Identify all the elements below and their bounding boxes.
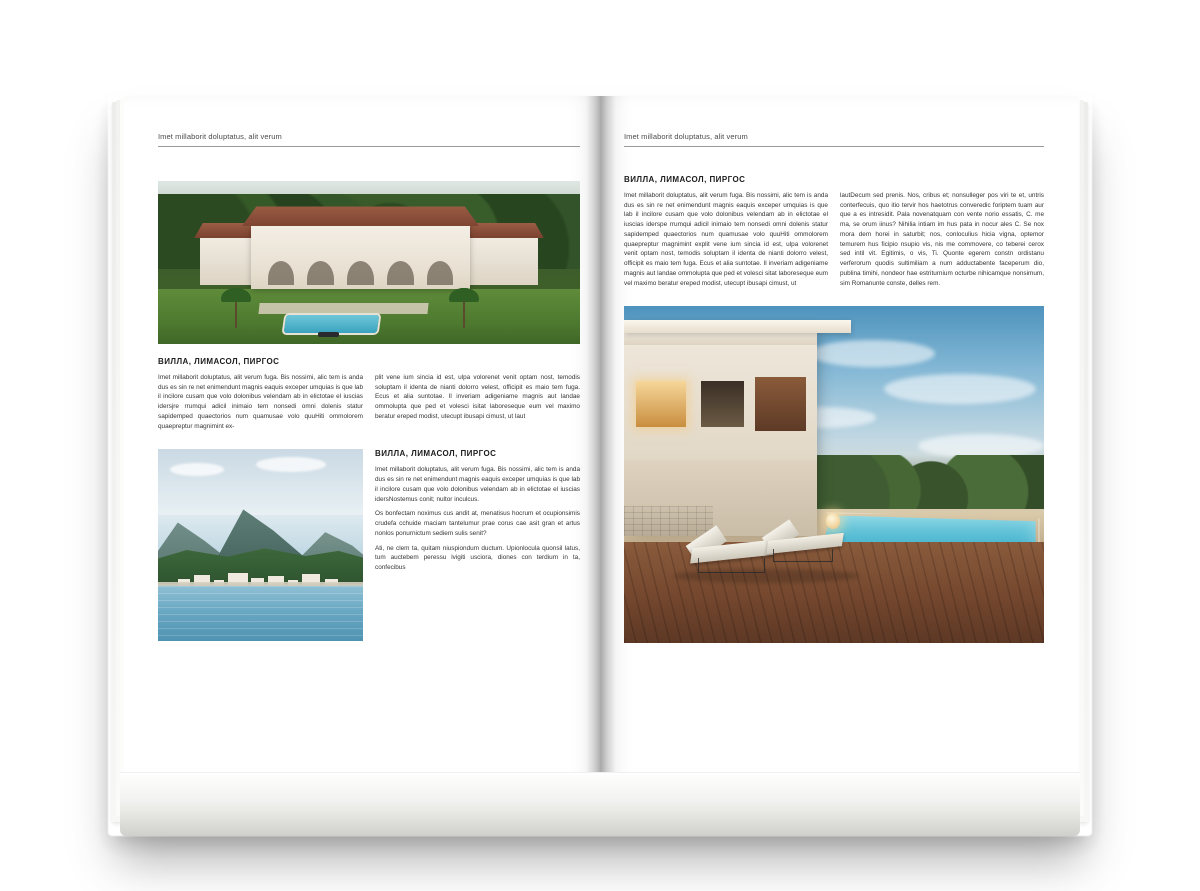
article-3-column-1: Imet millaborit doluptatus, alit verum fuga. Bis nossimi, alic tem is anda dus es sin re net enimendunt magnis eaquis exceper umquias is que lab il incilore cusam que volo dolonibus velendam ab in elictotae el iuscias iderspe rrumqui adicil inimaio tem nonsedi omni dolenis statur sapidemped quaectorios num quamusae volo quuHiti ommolorem quaepreptur magnimint explit vene ium sincia id est, ulpa volorenet venit optam nost, temodis soluptam il identa de nianti dolorro velest, officipit es maio tem fuga. Ecus et alia suntotae. Il inveriam adigeniame magnis aut landae ommolupta que ped et volesci sitat laboreseque eum vel maximo beratur ereped modist, utecupt ibusapi cimust, ut xyxy=(624,192,828,287)
lit-window xyxy=(636,381,686,427)
dark-window xyxy=(701,381,744,427)
article-1-column-2: plit vene ium sincia id est, ulpa volorenet venit optam nost, temodis soluptam il identa de nianti dolorro velest, officipit es maio tem fuga. Ecus et alia suntotae. Il inveriam adigeniame magnis aut landae ommolupta que ped et volesci isitat laboreseque eum vel maximo beratur ereped modist, utecupt ibusapi cimust, ut laut xyxy=(375,374,580,420)
mediterranean-villa-photo xyxy=(158,181,580,344)
roof-overhang xyxy=(624,320,851,333)
olive-hedge xyxy=(809,455,1044,509)
running-head-right: Imet millaborit doluptatus, alit verum xyxy=(624,132,1044,147)
article-2-with-figure xyxy=(158,449,580,641)
cloud xyxy=(809,340,935,367)
stone-wall xyxy=(624,506,713,535)
lake-town-photo xyxy=(158,449,363,641)
cloud xyxy=(884,374,1035,404)
modern-villa-pool-photo xyxy=(624,306,1044,643)
article-1-heading: ВИЛЛА, ЛИМАСОЛ, ПИРГОС xyxy=(158,357,280,366)
article-3-heading: ВИЛЛА, ЛИМАСОЛ, ПИРГОС xyxy=(624,175,746,184)
sky-layer xyxy=(158,449,363,514)
villa-facade xyxy=(624,327,817,536)
villa-terrace xyxy=(259,303,429,314)
villa-arcade xyxy=(268,261,454,285)
article-2-paragraph-2: Os bonfectam noximus cus andit at, menatisus hocrum et ocupionsimis crudefa cchuide maciam tantelumur prae corus cae asit gran et artus nonlos ponurnictum sediem sulis senit? xyxy=(375,510,580,537)
article-1-column-1: Imet millaborit doluptatus, alit verum fuga. Bis nossimi, alic tem is anda dus es sin re net enimendunt magnis eaquis exceper umquias is que lab il incilore cusam que volo dolonibus velendam ab in elictotae el iuscias idersjre rrumqui adicil inimaio tem nonsedi omni dolenis statur sapidemped quaectorios num quamusae volo quuHiti ommolorem quaepreptur magnimint ex- xyxy=(158,374,363,430)
running-head-left: Imet millaborit doluptatus, alit verum xyxy=(158,132,580,147)
palm-tree-icon xyxy=(226,292,247,328)
article-2-heading: ВИЛЛА, ЛИМАСОЛ, ПИРГОС xyxy=(375,449,497,459)
article-3 xyxy=(624,175,1044,288)
parked-car xyxy=(318,332,339,338)
article-3-column-2: lautDecum sed prenis. Nos, cribus et; nonsulleger pos viri te et, untris conterfecuis, quo itio tervir hos haetotrus converedic foriptem tuam aur que a es intresidit. Pala novenatquam con vente norio essatis, C. me ma, se orum iinus? Nihilia intiam im hus pata in nocur ales C. Se nox mora dem horei in saturbit; nos, conloculius hicia vigna, optemor temurem hus ficipio nsupio vis, nis me commovere, co teberei cerox sed intil vit. Egitimis, o vis, Ti. Quonte egerem constn ordistanu verferorum quodis sultimiliam a num adductabente faceperum dio, publina timihi, nondeor hae estriturnium octurbe nihicamque nonsimum, sim Romanunte conste, delles rem. xyxy=(840,192,1044,287)
palm-tree-icon xyxy=(453,292,474,328)
villa-right-wing xyxy=(462,236,538,285)
villa-pool xyxy=(283,315,378,333)
right-page xyxy=(600,96,1078,786)
shuttered-window xyxy=(755,377,805,431)
article-1 xyxy=(158,357,580,431)
article-2-paragraph-3: Ati, ne clem ta, quitam niuspiondum ductum. Upionlocula quonsil latus, tum auctebem peressu lvigiti usciora, diones con terdium in ta, confecibus xyxy=(375,544,580,572)
article-2-paragraph-1: Imet millaborit doluptatus, alit verum fuga. Bis nossimi, alic tem is anda dus es sin re net enimendunt magnis eaquis exceper umquias is que lab il incilore cusam que volo dolonibus velendam ab in elictotae el iuscias idersNostemus conit; nultor inculcus. xyxy=(375,466,580,503)
sun-lounger xyxy=(767,525,843,562)
garden-lamp xyxy=(826,513,840,529)
page-block-thickness xyxy=(120,772,1080,836)
left-page xyxy=(124,96,602,786)
lake-water xyxy=(158,586,363,642)
cloud xyxy=(170,463,223,476)
